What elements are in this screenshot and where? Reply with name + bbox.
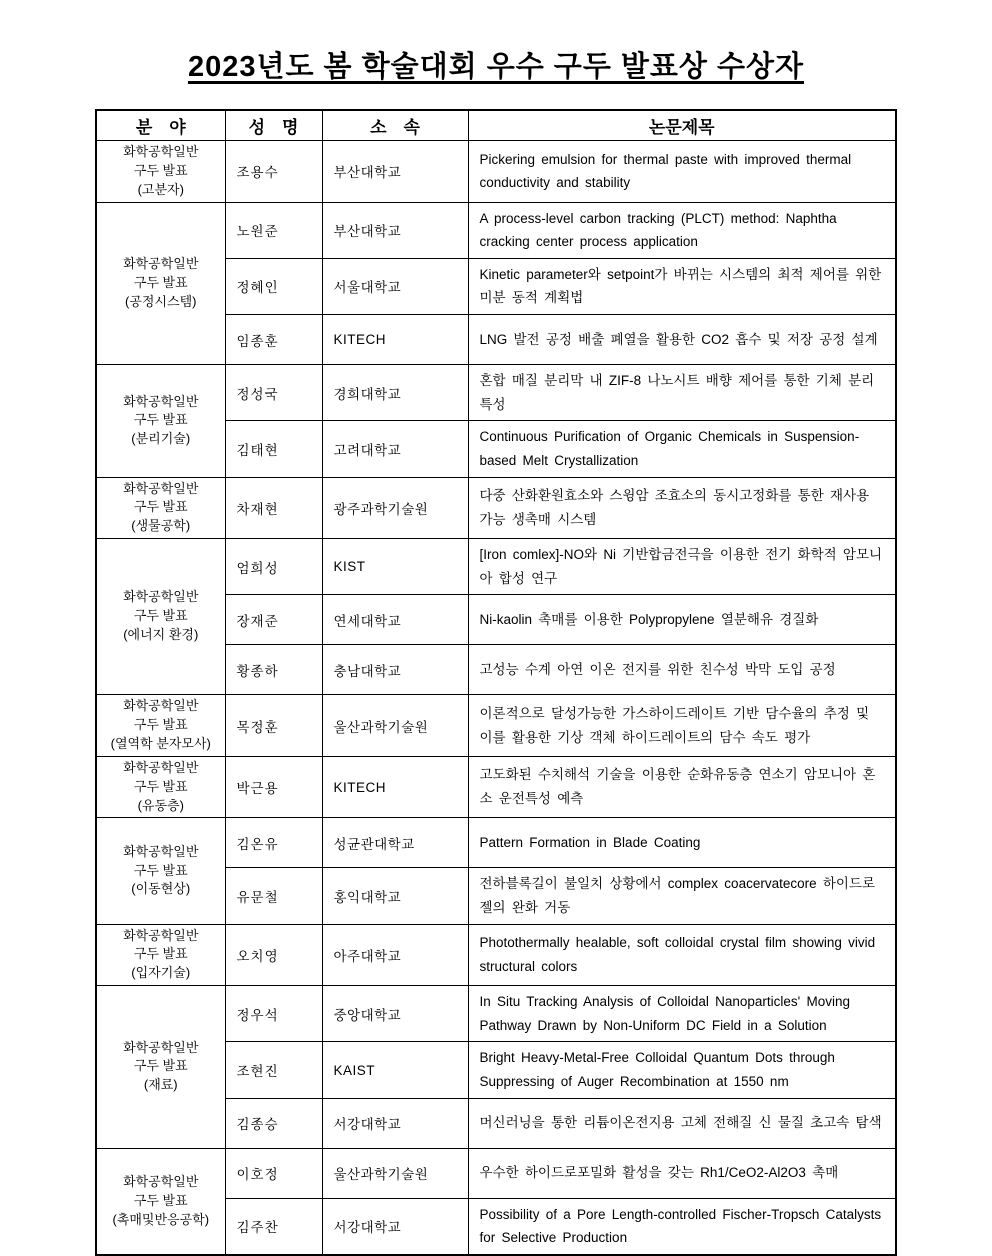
affiliation-cell: KIST bbox=[322, 539, 468, 595]
field-line: 화학공학일반 bbox=[123, 589, 199, 605]
name-cell: 장재준 bbox=[225, 595, 322, 645]
awards-table-body bbox=[96, 141, 896, 1255]
field-cell bbox=[96, 756, 225, 818]
column-header-field: 분 야 bbox=[96, 110, 225, 141]
affiliation-cell: KITECH bbox=[322, 315, 468, 365]
name-cell: 유문철 bbox=[225, 868, 322, 924]
field-line: (열역학 분자모사) bbox=[110, 736, 211, 751]
field-line: 화학공학일반 bbox=[123, 1174, 199, 1190]
field-line: 화학공학일반 bbox=[123, 144, 199, 159]
field-cell bbox=[96, 202, 225, 365]
affiliation-cell: 연세대학교 bbox=[322, 595, 468, 645]
field-line: 화학공학일반 bbox=[123, 759, 199, 775]
name-cell: 정성국 bbox=[225, 365, 322, 421]
field-line: (생물공학) bbox=[131, 518, 191, 534]
field-cell bbox=[96, 1148, 225, 1255]
affiliation-cell: 고려대학교 bbox=[322, 421, 468, 477]
name-cell: 정혜인 bbox=[225, 258, 322, 314]
affiliation-cell: 울산과학기술원 bbox=[322, 1148, 468, 1198]
name-cell: 차재현 bbox=[225, 477, 322, 539]
affiliation-cell: 아주대학교 bbox=[322, 924, 468, 986]
field-line: 화학공학일반 bbox=[123, 480, 199, 496]
field-cell bbox=[96, 141, 225, 203]
paper-title-cell: Kinetic parameter와 setpoint가 바뀌는 시스템의 최적 제어를 위한 미분 동적 계획법 bbox=[468, 258, 896, 314]
name-cell: 황종하 bbox=[225, 645, 322, 695]
paper-title-cell: Continuous Purification of Organic Chemicals in Suspension-based Melt Crystallization bbox=[468, 421, 896, 477]
paper-title-cell: Bright Heavy-Metal-Free Colloidal Quantum Dots through Suppressing of Auger Recombination at 1550 nm bbox=[468, 1042, 896, 1098]
name-cell: 조용수 bbox=[225, 141, 322, 203]
paper-title-cell: Pickering emulsion for thermal paste with improved thermal conductivity and stability bbox=[468, 141, 896, 203]
name-cell: 이호정 bbox=[225, 1148, 322, 1198]
field-cell bbox=[96, 539, 225, 695]
affiliation-cell: 부산대학교 bbox=[322, 202, 468, 258]
name-cell: 오치영 bbox=[225, 924, 322, 986]
field-line: (재료) bbox=[143, 1077, 178, 1093]
paper-title-cell: Pattern Formation in Blade Coating bbox=[468, 818, 896, 868]
paper-title-cell: A process-level carbon tracking (PLCT) method: Naphtha cracking center process application bbox=[468, 202, 896, 258]
field-line: (유동층) bbox=[137, 797, 184, 813]
affiliation-cell: 광주과학기술원 bbox=[322, 477, 468, 539]
paper-title-cell: Possibility of a Pore Length-controlled Fischer-Tropsch Catalysts for Selective Production bbox=[468, 1198, 896, 1255]
paper-title-cell: 고성능 수계 아연 이온 전지를 위한 친수성 박막 도입 공정 bbox=[468, 645, 896, 695]
paper-title-cell: 고도화된 수치해석 기술을 이용한 순화유동층 연소기 암모니아 혼소 운전특성 예측 bbox=[468, 756, 896, 818]
affiliation-cell: 성균관대학교 bbox=[322, 818, 468, 868]
field-line: 구두 발표 bbox=[133, 412, 188, 428]
field-line: 화학공학일반 bbox=[123, 256, 199, 272]
table-row bbox=[96, 986, 896, 1042]
paper-title-cell: [Iron comlex]-NO와 Ni 기반합금전극을 이용한 전기 화학적 암모니아 합성 연구 bbox=[468, 539, 896, 595]
affiliation-cell: KITECH bbox=[322, 756, 468, 818]
field-line: (공정시스템) bbox=[125, 293, 197, 309]
table-row bbox=[96, 695, 896, 757]
affiliation-cell: 부산대학교 bbox=[322, 141, 468, 203]
name-cell: 김태현 bbox=[225, 421, 322, 477]
field-line: (분리기술) bbox=[131, 431, 191, 447]
field-line: 화학공학일반 bbox=[123, 1039, 199, 1055]
field-line: 구두 발표 bbox=[133, 1192, 188, 1208]
paper-title-cell: LNG 발전 공정 배출 폐열을 활용한 CO2 흡수 및 저장 공정 설계 bbox=[468, 315, 896, 365]
name-cell: 노원준 bbox=[225, 202, 322, 258]
field-line: (고분자) bbox=[137, 181, 184, 197]
affiliation-cell: 홍익대학교 bbox=[322, 868, 468, 924]
awards-table bbox=[95, 109, 897, 1256]
field-line: (입자기술) bbox=[131, 965, 191, 981]
field-line: 구두 발표 bbox=[133, 862, 188, 878]
table-row bbox=[96, 477, 896, 539]
name-cell: 정우석 bbox=[225, 986, 322, 1042]
name-cell: 김온유 bbox=[225, 818, 322, 868]
field-cell bbox=[96, 986, 225, 1149]
paper-title-cell: 다중 산화환원효소와 스윙암 조효소의 동시고정화를 통한 재사용 가능 생촉매 시스템 bbox=[468, 477, 896, 539]
field-cell bbox=[96, 477, 225, 539]
field-cell bbox=[96, 924, 225, 986]
field-line: 구두 발표 bbox=[133, 1058, 188, 1074]
field-line: 화학공학일반 bbox=[123, 393, 199, 409]
table-row bbox=[96, 141, 896, 203]
field-cell bbox=[96, 818, 225, 924]
table-row bbox=[96, 924, 896, 986]
page-title: 2023년도 봄 학술대회 우수 구두 발표상 수상자 bbox=[187, 51, 805, 83]
table-row bbox=[96, 756, 896, 818]
name-cell: 목정훈 bbox=[225, 695, 322, 757]
field-cell bbox=[96, 365, 225, 478]
field-line: 화학공학일반 bbox=[123, 927, 199, 943]
affiliation-cell: 서강대학교 bbox=[322, 1098, 468, 1148]
name-cell: 조현진 bbox=[225, 1042, 322, 1098]
paper-title-cell: 혼합 매질 분리막 내 ZIF-8 나노시트 배향 제어를 통한 기체 분리 특성 bbox=[468, 365, 896, 421]
field-cell bbox=[96, 695, 225, 757]
paper-title-cell: 이론적으로 달성가능한 가스하이드레이트 기반 담수율의 추정 및 이를 활용한 기상 객체 하이드레이트의 담수 속도 평가 bbox=[468, 695, 896, 757]
affiliation-cell: KAIST bbox=[322, 1042, 468, 1098]
affiliation-cell: 경희대학교 bbox=[322, 365, 468, 421]
column-header-name: 성 명 bbox=[225, 110, 322, 141]
paper-title-cell: Photothermally healable, soft colloidal crystal film showing vivid structural colors bbox=[468, 924, 896, 986]
paper-title-cell: 머신러닝을 통한 리튬이온전지용 고체 전해질 신 물질 초고속 탐색 bbox=[468, 1098, 896, 1148]
table-row bbox=[96, 539, 896, 595]
field-line: 화학공학일반 bbox=[123, 843, 199, 859]
affiliation-cell: 울산과학기술원 bbox=[322, 695, 468, 757]
paper-title-cell: Ni-kaolin 촉매를 이용한 Polypropylene 열분해유 경질화 bbox=[468, 595, 896, 645]
table-header-row bbox=[96, 110, 896, 141]
paper-title-cell: 전하블록길이 불일치 상황에서 complex coacervatecore 하이드로젤의 완화 거동 bbox=[468, 868, 896, 924]
field-line: 구두 발표 bbox=[133, 946, 188, 962]
field-line: (촉매및반응공학) bbox=[112, 1211, 210, 1227]
name-cell: 엄희성 bbox=[225, 539, 322, 595]
affiliation-cell: 서강대학교 bbox=[322, 1198, 468, 1255]
table-row bbox=[96, 202, 896, 258]
table-row bbox=[96, 818, 896, 868]
field-line: 구두 발표 bbox=[133, 608, 188, 624]
name-cell: 김종승 bbox=[225, 1098, 322, 1148]
affiliation-cell: 중앙대학교 bbox=[322, 986, 468, 1042]
column-header-affiliation: 소 속 bbox=[322, 110, 468, 141]
column-header-paper-title: 논문제목 bbox=[468, 110, 896, 141]
name-cell: 김주찬 bbox=[225, 1198, 322, 1255]
field-line: (이동현상) bbox=[131, 881, 191, 897]
field-line: 구두 발표 bbox=[133, 162, 188, 178]
affiliation-cell: 충남대학교 bbox=[322, 645, 468, 695]
paper-title-cell: 우수한 하이드로포밀화 활성을 갖는 Rh1/CeO2-Al2O3 촉매 bbox=[468, 1148, 896, 1198]
affiliation-cell: 서울대학교 bbox=[322, 258, 468, 314]
paper-title-cell: In Situ Tracking Analysis of Colloidal Nanoparticles' Moving Pathway Drawn by Non-Uniform DC Field in a Solution bbox=[468, 986, 896, 1042]
table-row bbox=[96, 1148, 896, 1198]
field-line: (에너지 환경) bbox=[123, 627, 199, 643]
field-line: 화학공학일반 bbox=[123, 698, 199, 714]
field-line: 구두 발표 bbox=[133, 499, 188, 515]
field-line: 구두 발표 bbox=[133, 274, 188, 290]
field-line: 구두 발표 bbox=[133, 717, 188, 733]
table-row bbox=[96, 365, 896, 421]
name-cell: 임종훈 bbox=[225, 315, 322, 365]
name-cell: 박근용 bbox=[225, 756, 322, 818]
field-line: 구두 발표 bbox=[133, 778, 188, 794]
